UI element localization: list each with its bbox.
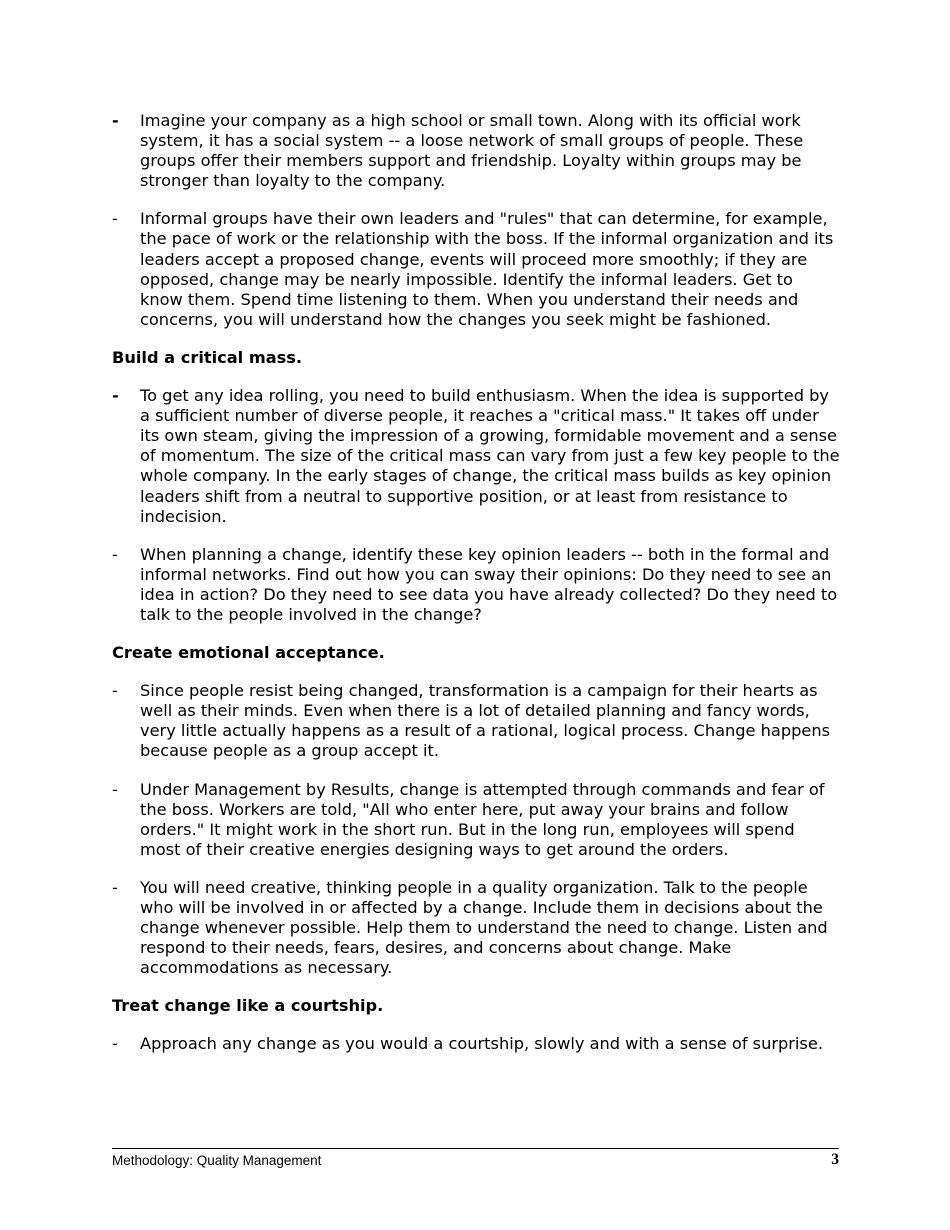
bullet-text: Under Management by Results, change is attempted through commands and fear of the boss. Workers are told, "All who enter here, put away your brains and follow orders." It might work in the short run. But in the long run, employees will spend most of their creative energies designing ways to get around the orders. [140, 779, 825, 859]
document-body [112, 111, 840, 1073]
footer-divider [112, 1148, 839, 1149]
section-heading: Create emotional acceptance. [112, 643, 385, 663]
bullet-text: You will need creative, thinking people in a quality organization. Talk to the people who will be involved in or affected by a change. Include them in decisions about the change whenever possible. Help them to understand the need to change. Listen and respond to their needs, fears, desires, and concerns about change. Make accommodations as necessary. [140, 877, 828, 978]
bullet-marker: - [112, 386, 119, 406]
bullet-marker: - [112, 779, 118, 799]
bullet-marker: - [112, 209, 118, 229]
bullet-item [112, 111, 840, 191]
bullet-text: When planning a change, identify these key opinion leaders -- both in the formal and informal networks. Find out how you can sway their opinions: Do they need to see an idea in action? Do they need to see data you have already collected? Do they need to talk to the people involved in the change? [140, 544, 838, 624]
footer-title: Methodology: Quality Management [112, 1153, 322, 1168]
page-number: 3 [831, 1151, 839, 1168]
bullet-item [112, 209, 840, 330]
bullet-item [112, 545, 840, 625]
bullet-marker: - [112, 544, 118, 564]
bullet-text: To get any idea rolling, you need to build enthusiasm. When the idea is supported by a sufficient number of diverse people, it reaches a "critical mass." It takes off under its own steam, giving the impression of a growing, formidable movement and a sense of momentum. The size of the critical mass can vary from just a few key people to the whole company. In the early stages of change, the critical mass builds as key opinion leaders shift from a neutral to supportive position, or at least from resistance to indecision. [140, 386, 840, 526]
section-heading: Build a critical mass. [112, 347, 303, 367]
bullet-text: Since people resist being changed, transformation is a campaign for their hearts as well as their minds. Even when there is a lot of detailed planning and fancy words, very little actually happens as a result of a rational, logical process. Change happens because people as a group accept it. [140, 681, 831, 761]
bullet-marker: - [112, 1034, 118, 1054]
bullet-marker: - [112, 681, 118, 701]
bullet-item [112, 878, 840, 978]
section-heading: Treat change like a courtship. [112, 996, 384, 1016]
bullet-item [112, 780, 840, 860]
bullet-item [112, 681, 840, 761]
bullet-text: Imagine your company as a high school or small town. Along with its official work system, it has a social system -- a loose network of small groups of people. These groups offer their members support and friendship. Loyalty within groups may be stronger than loyalty to the company. [140, 111, 804, 191]
bullet-marker: - [112, 877, 118, 897]
bullet-item [112, 386, 840, 527]
bullet-text: Approach any change as you would a courtship, slowly and with a sense of surprise. [140, 1034, 823, 1054]
bullet-text: Informal groups have their own leaders and "rules" that can determine, for example, the pace of work or the relationship with the boss. If the informal organization and its leaders accept a proposed change, events will proceed more smoothly; if they are opposed, change may be nearly impossible. Identify the informal leaders. Get to know them. Spend time listening to them. When you understand their needs and concerns, you will understand how the changes you seek might be fashioned. [140, 209, 834, 329]
bullet-marker: - [112, 111, 119, 130]
bullet-item [112, 1034, 840, 1054]
